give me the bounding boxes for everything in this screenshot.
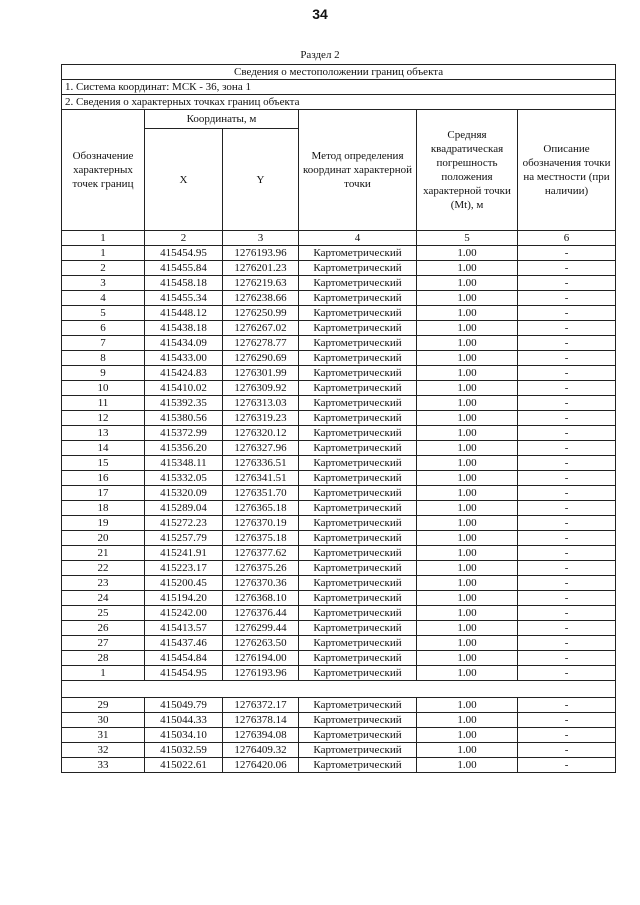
coord-y: 1276375.18 (223, 531, 299, 546)
column-number: 5 (417, 231, 518, 246)
table-row (62, 636, 616, 651)
coord-y: 1276193.96 (223, 246, 299, 261)
point-number: 6 (62, 321, 145, 336)
coord-x: 415241.91 (145, 546, 223, 561)
description: - (518, 621, 616, 636)
boundary-points-table (61, 64, 616, 773)
coord-y: 1276377.62 (223, 546, 299, 561)
coord-x: 415223.17 (145, 561, 223, 576)
accuracy: 1.00 (417, 546, 518, 561)
description: - (518, 698, 616, 713)
description: - (518, 606, 616, 621)
point-number: 2 (62, 261, 145, 276)
coord-x: 415380.56 (145, 411, 223, 426)
point-number: 28 (62, 651, 145, 666)
table-row (62, 651, 616, 666)
method: Картометрический (299, 606, 417, 621)
description: - (518, 713, 616, 728)
method: Картометрический (299, 501, 417, 516)
accuracy: 1.00 (417, 516, 518, 531)
description: - (518, 336, 616, 351)
method: Картометрический (299, 651, 417, 666)
coord-y: 1276267.02 (223, 321, 299, 336)
page-number: 34 (312, 6, 328, 22)
coord-y: 1276219.63 (223, 276, 299, 291)
description: - (518, 758, 616, 773)
accuracy: 1.00 (417, 531, 518, 546)
table-row (62, 561, 616, 576)
point-number: 27 (62, 636, 145, 651)
table-row (62, 321, 616, 336)
coord-y: 1276299.44 (223, 621, 299, 636)
coord-y: 1276238.66 (223, 291, 299, 306)
coord-x: 415320.09 (145, 486, 223, 501)
table-row (62, 306, 616, 321)
column-number: 4 (299, 231, 417, 246)
point-number: 17 (62, 486, 145, 501)
method: Картометрический (299, 486, 417, 501)
coord-x: 415257.79 (145, 531, 223, 546)
table-row (62, 728, 616, 743)
method: Картометрический (299, 246, 417, 261)
coord-x: 415438.18 (145, 321, 223, 336)
method: Картометрический (299, 321, 417, 336)
accuracy: 1.00 (417, 636, 518, 651)
coord-y: 1276290.69 (223, 351, 299, 366)
coord-x: 415392.35 (145, 396, 223, 411)
method: Картометрический (299, 636, 417, 651)
method: Картометрический (299, 758, 417, 773)
point-number: 12 (62, 411, 145, 426)
method: Картометрический (299, 396, 417, 411)
description: - (518, 366, 616, 381)
description: - (518, 471, 616, 486)
table-row (62, 246, 616, 261)
point-number: 25 (62, 606, 145, 621)
table-row (62, 366, 616, 381)
description: - (518, 728, 616, 743)
method: Картометрический (299, 743, 417, 758)
table-row (62, 606, 616, 621)
accuracy: 1.00 (417, 486, 518, 501)
coord-y: 1276263.50 (223, 636, 299, 651)
description: - (518, 531, 616, 546)
point-number: 26 (62, 621, 145, 636)
method: Картометрический (299, 531, 417, 546)
coord-y: 1276378.14 (223, 713, 299, 728)
col-header-method: Метод определения координат характерной точки (299, 110, 417, 231)
coord-y: 1276372.17 (223, 698, 299, 713)
table-row (62, 471, 616, 486)
point-number: 7 (62, 336, 145, 351)
table-row (62, 621, 616, 636)
point-number: 14 (62, 441, 145, 456)
point-number: 9 (62, 366, 145, 381)
method: Картометрический (299, 411, 417, 426)
accuracy: 1.00 (417, 426, 518, 441)
method: Картометрический (299, 713, 417, 728)
accuracy: 1.00 (417, 606, 518, 621)
accuracy: 1.00 (417, 471, 518, 486)
coord-y: 1276341.51 (223, 471, 299, 486)
description: - (518, 321, 616, 336)
method: Картометрический (299, 471, 417, 486)
col-header-designation: Обозначение характерных точек границ (62, 110, 145, 231)
coord-y: 1276394.08 (223, 728, 299, 743)
coord-y: 1276320.12 (223, 426, 299, 441)
method: Картометрический (299, 381, 417, 396)
coord-x: 415458.18 (145, 276, 223, 291)
method: Картометрический (299, 336, 417, 351)
column-number-row (62, 231, 616, 246)
separator-cell (62, 681, 616, 698)
table-row (62, 698, 616, 713)
coord-x: 415044.33 (145, 713, 223, 728)
description: - (518, 441, 616, 456)
point-number: 29 (62, 698, 145, 713)
description: - (518, 516, 616, 531)
table-row (62, 758, 616, 773)
description: - (518, 246, 616, 261)
point-number: 24 (62, 591, 145, 606)
coord-y: 1276375.26 (223, 561, 299, 576)
accuracy: 1.00 (417, 743, 518, 758)
accuracy: 1.00 (417, 276, 518, 291)
point-number: 16 (62, 471, 145, 486)
coord-y: 1276194.00 (223, 651, 299, 666)
coord-x: 415348.11 (145, 456, 223, 471)
accuracy: 1.00 (417, 321, 518, 336)
accuracy: 1.00 (417, 621, 518, 636)
description: - (518, 576, 616, 591)
point-number: 18 (62, 501, 145, 516)
coord-y: 1276250.99 (223, 306, 299, 321)
coord-y: 1276301.99 (223, 366, 299, 381)
accuracy: 1.00 (417, 698, 518, 713)
method: Картометрический (299, 546, 417, 561)
table-row (62, 411, 616, 426)
method: Картометрический (299, 621, 417, 636)
coord-y: 1276327.96 (223, 441, 299, 456)
point-number: 11 (62, 396, 145, 411)
method: Картометрический (299, 441, 417, 456)
method: Картометрический (299, 426, 417, 441)
description: - (518, 291, 616, 306)
col-header-accuracy: Средняя квадратическая погрешность положения характерной точки (Mt), м (417, 110, 518, 231)
table-row (62, 261, 616, 276)
table-row (62, 666, 616, 681)
table-row (62, 381, 616, 396)
coord-y: 1276313.03 (223, 396, 299, 411)
point-number: 10 (62, 381, 145, 396)
method: Картометрический (299, 516, 417, 531)
coord-y: 1276351.70 (223, 486, 299, 501)
coord-system: 1. Система координат: МСК - 36, зона 1 (62, 80, 616, 95)
point-number: 33 (62, 758, 145, 773)
coord-x: 415194.20 (145, 591, 223, 606)
column-number: 2 (145, 231, 223, 246)
table-row (62, 396, 616, 411)
accuracy: 1.00 (417, 561, 518, 576)
method: Картометрический (299, 666, 417, 681)
method: Картометрический (299, 306, 417, 321)
coord-x: 415455.84 (145, 261, 223, 276)
coord-x: 415372.99 (145, 426, 223, 441)
section-label: Раздел 2 (300, 49, 340, 61)
coord-x: 415200.45 (145, 576, 223, 591)
column-number: 1 (62, 231, 145, 246)
coord-x: 415437.46 (145, 636, 223, 651)
coord-x: 415034.10 (145, 728, 223, 743)
column-number: 6 (518, 231, 616, 246)
point-number: 23 (62, 576, 145, 591)
coord-y: 1276309.92 (223, 381, 299, 396)
coord-x: 415448.12 (145, 306, 223, 321)
accuracy: 1.00 (417, 666, 518, 681)
point-number: 5 (62, 306, 145, 321)
description: - (518, 486, 616, 501)
accuracy: 1.00 (417, 366, 518, 381)
coord-x: 415272.23 (145, 516, 223, 531)
table-row (62, 486, 616, 501)
coord-y: 1276370.36 (223, 576, 299, 591)
description: - (518, 636, 616, 651)
description: - (518, 546, 616, 561)
method: Картометрический (299, 456, 417, 471)
coord-y: 1276368.10 (223, 591, 299, 606)
separator-row (62, 681, 616, 698)
coord-x: 415454.95 (145, 246, 223, 261)
accuracy: 1.00 (417, 246, 518, 261)
method: Картометрический (299, 698, 417, 713)
description: - (518, 351, 616, 366)
table-row (62, 576, 616, 591)
method: Картометрический (299, 591, 417, 606)
table-row (62, 546, 616, 561)
point-number: 15 (62, 456, 145, 471)
point-number: 1 (62, 246, 145, 261)
col-header-description: Описание обозначения точки на местности (при наличии) (518, 110, 616, 231)
description: - (518, 276, 616, 291)
coord-x: 415242.00 (145, 606, 223, 621)
coord-y: 1276278.77 (223, 336, 299, 351)
description: - (518, 743, 616, 758)
accuracy: 1.00 (417, 396, 518, 411)
table-row (62, 713, 616, 728)
method: Картометрический (299, 561, 417, 576)
description: - (518, 651, 616, 666)
coord-y: 1276420.06 (223, 758, 299, 773)
accuracy: 1.00 (417, 501, 518, 516)
accuracy: 1.00 (417, 728, 518, 743)
coord-x: 415356.20 (145, 441, 223, 456)
point-number: 19 (62, 516, 145, 531)
coord-x: 415413.57 (145, 621, 223, 636)
accuracy: 1.00 (417, 456, 518, 471)
table-row (62, 426, 616, 441)
coord-y: 1276370.19 (223, 516, 299, 531)
description: - (518, 396, 616, 411)
method: Картометрический (299, 366, 417, 381)
description: - (518, 261, 616, 276)
coord-x: 415424.83 (145, 366, 223, 381)
table-row (62, 276, 616, 291)
description: - (518, 426, 616, 441)
table-row (62, 531, 616, 546)
method: Картометрический (299, 291, 417, 306)
point-number: 31 (62, 728, 145, 743)
accuracy: 1.00 (417, 441, 518, 456)
table-row (62, 441, 616, 456)
description: - (518, 411, 616, 426)
table-row (62, 351, 616, 366)
accuracy: 1.00 (417, 576, 518, 591)
coord-x: 415434.09 (145, 336, 223, 351)
method: Картометрический (299, 576, 417, 591)
method: Картометрический (299, 261, 417, 276)
table-row (62, 501, 616, 516)
point-number: 30 (62, 713, 145, 728)
table-row (62, 516, 616, 531)
coord-y: 1276409.32 (223, 743, 299, 758)
coord-x: 415454.95 (145, 666, 223, 681)
accuracy: 1.00 (417, 591, 518, 606)
coord-y: 1276319.23 (223, 411, 299, 426)
accuracy: 1.00 (417, 306, 518, 321)
point-number: 22 (62, 561, 145, 576)
description: - (518, 501, 616, 516)
method: Картометрический (299, 351, 417, 366)
description: - (518, 591, 616, 606)
accuracy: 1.00 (417, 381, 518, 396)
description: - (518, 381, 616, 396)
description: - (518, 666, 616, 681)
point-number: 3 (62, 276, 145, 291)
point-number: 13 (62, 426, 145, 441)
point-number: 8 (62, 351, 145, 366)
table-row (62, 456, 616, 471)
accuracy: 1.00 (417, 411, 518, 426)
coord-y: 1276201.23 (223, 261, 299, 276)
points-heading: 2. Сведения о характерных точках границ объекта (62, 95, 616, 110)
accuracy: 1.00 (417, 261, 518, 276)
point-number: 21 (62, 546, 145, 561)
accuracy: 1.00 (417, 336, 518, 351)
method: Картометрический (299, 728, 417, 743)
coord-y: 1276365.18 (223, 501, 299, 516)
coord-x: 415332.05 (145, 471, 223, 486)
col-header-x: X (145, 129, 223, 231)
coord-x: 415022.61 (145, 758, 223, 773)
coord-x: 415433.00 (145, 351, 223, 366)
description: - (518, 306, 616, 321)
col-header-coords: Координаты, м (145, 110, 299, 129)
table-title: Сведения о местоположении границ объекта (62, 65, 616, 80)
accuracy: 1.00 (417, 651, 518, 666)
coord-x: 415032.59 (145, 743, 223, 758)
coord-x: 415410.02 (145, 381, 223, 396)
description: - (518, 561, 616, 576)
column-number: 3 (223, 231, 299, 246)
accuracy: 1.00 (417, 351, 518, 366)
table-row (62, 291, 616, 306)
accuracy: 1.00 (417, 291, 518, 306)
coord-x: 415455.34 (145, 291, 223, 306)
accuracy: 1.00 (417, 713, 518, 728)
table-row (62, 336, 616, 351)
coord-y: 1276336.51 (223, 456, 299, 471)
method: Картометрический (299, 276, 417, 291)
point-number: 4 (62, 291, 145, 306)
coord-x: 415049.79 (145, 698, 223, 713)
accuracy: 1.00 (417, 758, 518, 773)
point-number: 32 (62, 743, 145, 758)
table-row (62, 591, 616, 606)
point-number: 1 (62, 666, 145, 681)
table-row (62, 743, 616, 758)
description: - (518, 456, 616, 471)
coord-y: 1276376.44 (223, 606, 299, 621)
col-header-y: Y (223, 129, 299, 231)
coord-y: 1276193.96 (223, 666, 299, 681)
coord-x: 415454.84 (145, 651, 223, 666)
point-number: 20 (62, 531, 145, 546)
coord-x: 415289.04 (145, 501, 223, 516)
